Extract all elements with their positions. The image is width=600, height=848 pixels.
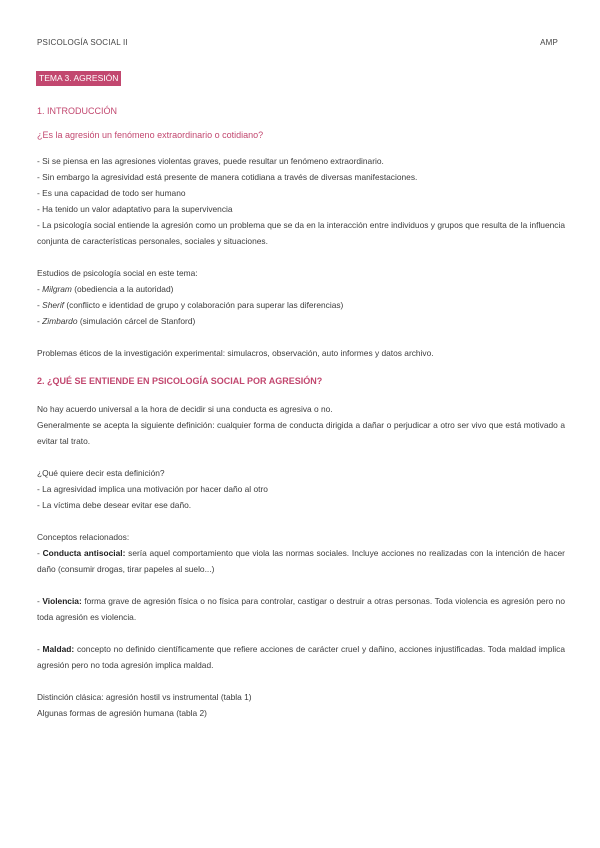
header-course-title: PSICOLOGÍA SOCIAL II bbox=[37, 38, 128, 47]
section-1-bullet: - La psicología social entiende la agresión como un problema que se da en la interacción entre individuos y grupos que resulta de la influencia conjunta de características personales, sociales y situaciones. bbox=[37, 220, 565, 246]
study-author: Sherif bbox=[42, 300, 65, 310]
definition-paragraph: Generalmente se acepta la siguiente definición: cualquier forma de conducta dirigida a dañar o perjudicar a otro ser vivo que está motivado a evitar tal trato. bbox=[37, 420, 565, 446]
concept-item bbox=[37, 545, 565, 577]
closing-line: Algunas formas de agresión humana (tabla 2) bbox=[37, 708, 207, 718]
concept-dash: - bbox=[37, 596, 43, 606]
concept-item bbox=[37, 593, 565, 625]
study-dash: - bbox=[37, 284, 43, 294]
section-1-bullet: - Ha tenido un valor adaptativo para la supervivencia bbox=[37, 204, 233, 214]
concepts-intro: Conceptos relacionados: bbox=[37, 532, 130, 542]
study-description: (simulación cárcel de Stanford) bbox=[77, 316, 196, 326]
studies-intro: Estudios de psicología social en este tema: bbox=[37, 268, 198, 278]
closing-line: Distinción clásica: agresión hostil vs instrumental (tabla 1) bbox=[37, 692, 252, 702]
definition-bullet: - La agresividad implica una motivación por hacer daño al otro bbox=[37, 484, 268, 494]
study-item bbox=[37, 297, 565, 313]
study-item bbox=[37, 313, 565, 329]
concept-dash: - bbox=[37, 548, 43, 558]
topic-label: TEMA 3. AGRESIÓN bbox=[36, 71, 121, 86]
concept-definition: sería aquel comportamiento que viola las normas sociales. Incluye acciones no realizadas con la intención de hacer daño (consumir drogas, tirar papeles al suelo...) bbox=[37, 548, 565, 574]
section-1-bullet: - Es una capacidad de todo ser humano bbox=[37, 188, 186, 198]
concept-definition: concepto no definido científicamente que refiere acciones de carácter cruel y dañino, acciones injustificadas. Toda maldad implica agresión pero no toda agresión implica maldad. bbox=[37, 644, 565, 670]
definition-bullet: - La víctima debe desear evitar ese daño. bbox=[37, 500, 192, 510]
concept-term: Conducta antisocial: bbox=[42, 548, 126, 558]
section-2-paragraph: No hay acuerdo universal a la hora de decidir si una conducta es agresiva o no. bbox=[37, 404, 333, 414]
concept-item bbox=[37, 641, 565, 673]
study-author: Zimbardo bbox=[42, 316, 78, 326]
study-dash: - bbox=[37, 316, 43, 326]
section-1-question: ¿Es la agresión un fenómeno extraordinario o cotidiano? bbox=[37, 130, 264, 140]
concept-term: Maldad: bbox=[42, 644, 75, 654]
concept-dash: - bbox=[37, 644, 43, 654]
section-2-title: 2. ¿QUÉ SE ENTIENDE EN PSICOLOGÍA SOCIAL POR AGRESIÓN? bbox=[37, 376, 323, 386]
ethics-problems: Problemas éticos de la investigación experimental: simulacros, observación, auto informes y datos archivo. bbox=[37, 348, 434, 358]
section-1-bullet: - Si se piensa en las agresiones violentas graves, puede resultar un fenómeno extraordinario. bbox=[37, 156, 384, 166]
study-author: Milgram bbox=[42, 284, 72, 294]
section-1-bullet: - Sin embargo la agresividad está presente de manera cotidiana a través de diversas manifestaciones. bbox=[37, 172, 418, 182]
section-1-title: 1. INTRODUCCIÓN bbox=[37, 106, 118, 116]
study-item bbox=[37, 281, 565, 297]
study-description: (obediencia a la autoridad) bbox=[71, 284, 174, 294]
header-author-initials: AMP bbox=[540, 38, 558, 47]
study-description: (conflicto e identidad de grupo y colaboración para superar las diferencias) bbox=[64, 300, 344, 310]
concept-definition: forma grave de agresión física o no física para controlar, castigar o destruir a otras personas. Toda violencia es agresión pero no toda agresión es violencia. bbox=[37, 596, 565, 622]
definition-question: ¿Qué quiere decir esta definición? bbox=[37, 468, 165, 478]
study-dash: - bbox=[37, 300, 43, 310]
concept-term: Violencia: bbox=[42, 596, 82, 606]
